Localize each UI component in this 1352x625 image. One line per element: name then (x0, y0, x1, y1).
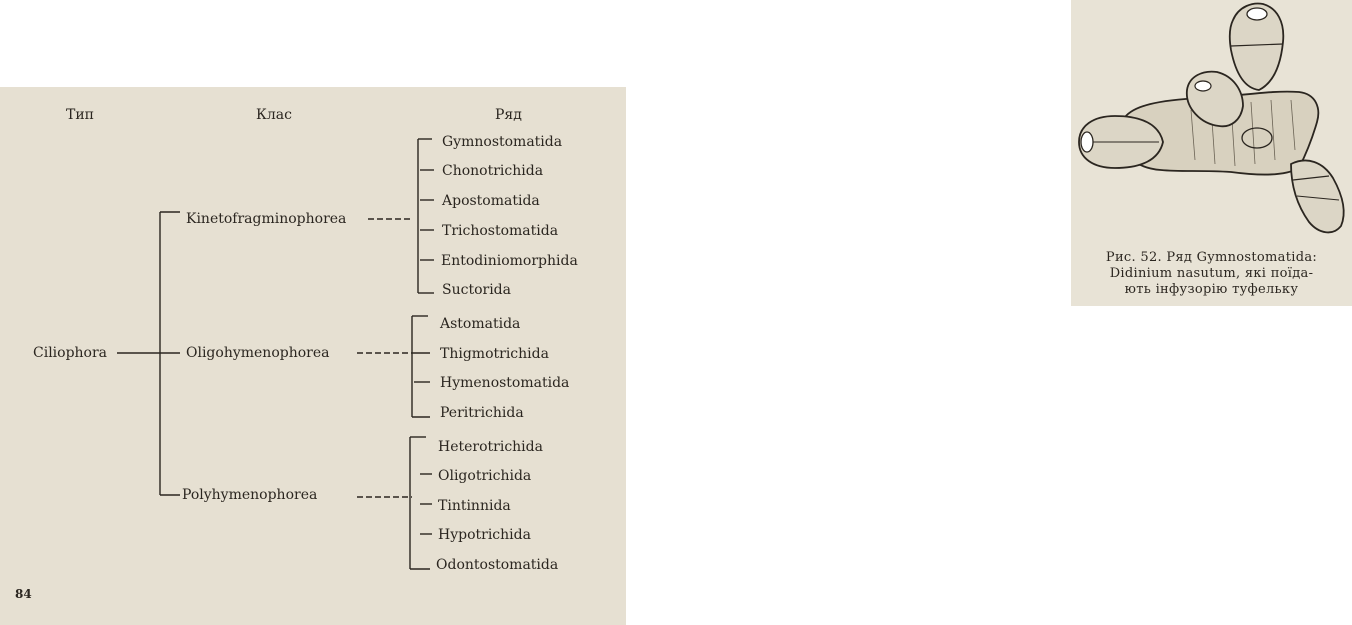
order-label: Astomatida (440, 316, 521, 332)
class-label-3: Polyhymenophorea (182, 487, 318, 503)
order-label: Entodiniomorphida (441, 253, 578, 269)
figure-caption-line-1: Рис. 52. Ряд Gymnostomatida: (1105, 250, 1318, 265)
classification-tree (0, 87, 626, 625)
order-label: Hymenostomatida (440, 375, 570, 391)
order-label: Gymnostomatida (442, 134, 563, 150)
header-phylum: Тип (66, 107, 94, 123)
figure-caption-line-3: ють інфузорію туфельку (1124, 282, 1299, 297)
order-label: Suctorida (442, 282, 511, 298)
order-label: Odontostomatida (436, 557, 559, 573)
order-label: Oligotrichida (438, 468, 532, 484)
order-label: Apostomatida (442, 193, 540, 209)
figure-caption-line-2: Didinium nasutum, які поїда- (1109, 266, 1314, 281)
phylum-label: Ciliophora (33, 345, 108, 361)
classification-tree-panel (0, 87, 626, 625)
order-label: Trichostomatida (442, 223, 559, 239)
class-label-2: Oligohymenophorea (186, 345, 330, 361)
header-class: Клас (256, 107, 292, 123)
order-label: Chonotrichida (442, 163, 544, 179)
page-number: 84 (15, 587, 32, 601)
order-label: Hypotrichida (438, 527, 531, 543)
figure-panel (1071, 0, 1352, 306)
order-label: Peritrichida (440, 405, 524, 421)
order-label: Thigmotrichida (440, 346, 549, 362)
didinium-illustration (1071, 0, 1352, 240)
header-order: Ряд (495, 107, 522, 123)
class-label-1: Kinetofragminophorea (186, 211, 347, 227)
order-label: Tintinnida (438, 498, 511, 514)
order-label: Heterotrichida (438, 439, 543, 455)
